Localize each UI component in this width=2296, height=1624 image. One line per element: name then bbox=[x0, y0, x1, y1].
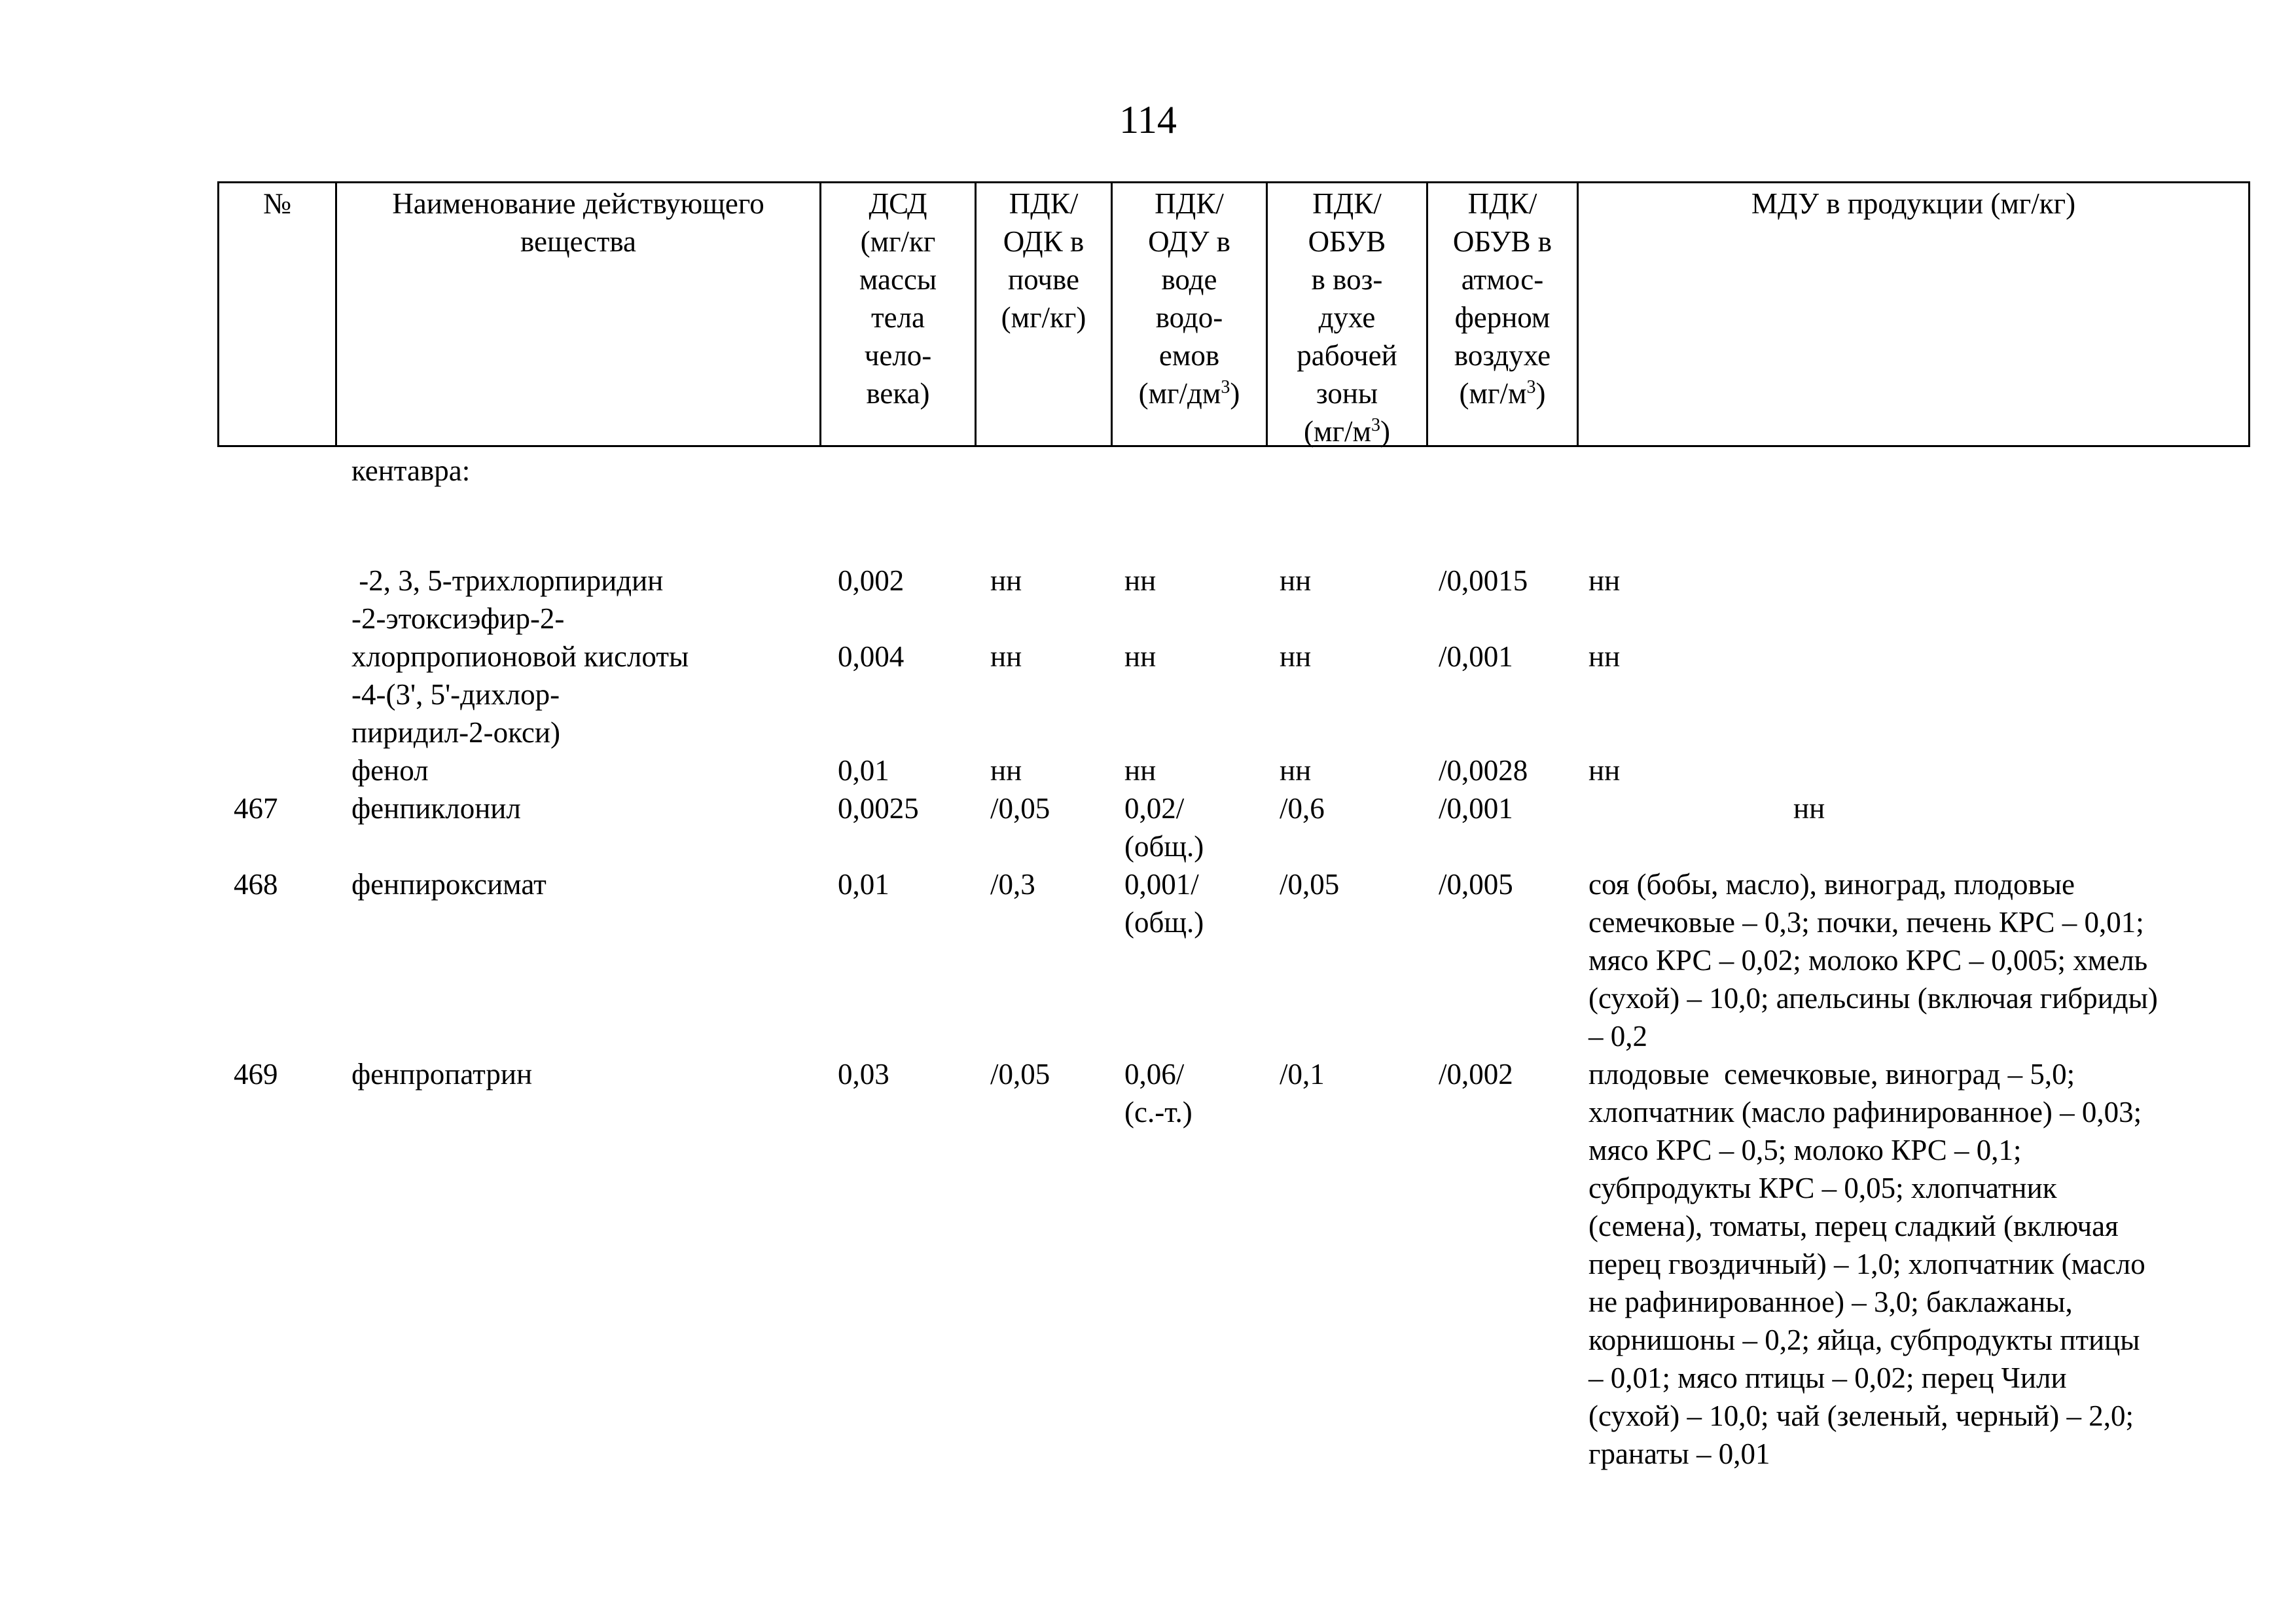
row-dsd: 0,0025 bbox=[838, 792, 919, 825]
row-name: -2-этоксиэфир-2- bbox=[351, 602, 565, 635]
row-water: (общ.) bbox=[1124, 830, 1204, 863]
row-mdu: нн bbox=[1588, 754, 1621, 787]
row-mdu: (семена), томаты, перец сладкий (включая bbox=[1588, 1210, 2119, 1242]
row-atmo: /0,001 bbox=[1439, 640, 1513, 673]
row-name: фенпироксимат bbox=[351, 868, 547, 901]
row-name: кентавра: bbox=[351, 454, 471, 487]
row-name: -4-(3', 5'-дихлор- bbox=[351, 678, 560, 711]
row-water: нн bbox=[1124, 754, 1157, 787]
row-atmo: /0,001 bbox=[1439, 792, 1513, 825]
row-mdu: – 0,01; мясо птицы – 0,02; перец Чили bbox=[1588, 1362, 2067, 1394]
row-name: пиридил-2-окси) bbox=[351, 716, 560, 749]
row-workzone: /0,1 bbox=[1280, 1058, 1325, 1091]
row-atmo: /0,005 bbox=[1439, 868, 1513, 901]
row-soil: нн bbox=[990, 754, 1022, 787]
row-dsd: 0,002 bbox=[838, 564, 905, 597]
row-dsd: 0,01 bbox=[838, 754, 889, 787]
table-header bbox=[217, 181, 2250, 447]
row-atmo: /0,0015 bbox=[1439, 564, 1528, 597]
row-water: нн bbox=[1124, 640, 1157, 673]
row-soil: /0,05 bbox=[990, 792, 1050, 825]
row-name: фенол bbox=[351, 754, 429, 787]
row-soil: /0,05 bbox=[990, 1058, 1050, 1091]
row-soil: /0,3 bbox=[990, 868, 1035, 901]
row-workzone: нн bbox=[1280, 754, 1312, 787]
row-number: 468 bbox=[234, 868, 278, 901]
row-name: фенпиклонил bbox=[351, 792, 521, 825]
row-mdu: плодовые семечковые, виноград – 5,0; bbox=[1588, 1058, 2075, 1091]
row-workzone: /0,05 bbox=[1280, 868, 1340, 901]
row-dsd: 0,01 bbox=[838, 868, 889, 901]
row-water: (с.-т.) bbox=[1124, 1096, 1193, 1128]
row-mdu: хлопчатник (масло рафинированное) – 0,03; bbox=[1588, 1096, 2142, 1128]
header-water: ПДК/ ОДУ в воде водо- емов $(мг/дм^3)$ bbox=[1113, 183, 1268, 445]
row-workzone: нн bbox=[1280, 640, 1312, 673]
row-soil: нн bbox=[990, 640, 1022, 673]
row-number: 467 bbox=[234, 792, 278, 825]
header-soil: ПДК/ ОДК в почве (мг/кг) bbox=[977, 183, 1113, 445]
row-mdu: нн bbox=[1588, 564, 1621, 597]
row-mdu: гранаты – 0,01 bbox=[1588, 1437, 1770, 1470]
row-atmo: /0,0028 bbox=[1439, 754, 1528, 787]
row-soil: нн bbox=[990, 564, 1022, 597]
row-mdu: корнишоны – 0,2; яйца, субпродукты птицы bbox=[1588, 1324, 2140, 1356]
row-water: (общ.) bbox=[1124, 906, 1204, 939]
page-number: 114 bbox=[1119, 98, 1177, 141]
row-mdu: (сухой) – 10,0; чай (зеленый, черный) – 2,0; bbox=[1588, 1399, 2134, 1432]
row-mdu: перец гвоздичный) – 1,0; хлопчатник (масло bbox=[1588, 1248, 2145, 1280]
row-workzone: /0,6 bbox=[1280, 792, 1325, 825]
row-mdu: нн bbox=[1793, 792, 1825, 825]
header-mdu: МДУ в продукции (мг/кг) bbox=[1751, 187, 2076, 220]
row-mdu: (сухой) – 10,0; апельсины (включая гибриды) bbox=[1588, 982, 2158, 1015]
row-name: -2, 3, 5-трихлорпиридин bbox=[351, 564, 664, 597]
row-mdu: – 0,2 bbox=[1588, 1020, 1647, 1053]
row-mdu: не рафинированное) – 3,0; баклажаны, bbox=[1588, 1286, 2073, 1318]
row-mdu: мясо КРС – 0,5; молоко КРС – 0,1; bbox=[1588, 1134, 2022, 1166]
row-mdu: соя (бобы, масло), виноград, плодовые bbox=[1588, 868, 2075, 901]
header-num: № bbox=[219, 183, 337, 445]
row-water: нн bbox=[1124, 564, 1157, 597]
row-name: фенпропатрин bbox=[351, 1058, 533, 1091]
row-water: 0,02/ bbox=[1124, 792, 1185, 825]
row-water: 0,06/ bbox=[1124, 1058, 1185, 1091]
row-workzone: нн bbox=[1280, 564, 1312, 597]
header-dsd: ДСД (мг/кг массы тела чело- века) bbox=[821, 183, 977, 445]
row-mdu: семечковые – 0,3; почки, печень КРС – 0,01; bbox=[1588, 906, 2144, 939]
row-dsd: 0,004 bbox=[838, 640, 905, 673]
row-mdu: субпродукты КРС – 0,05; хлопчатник bbox=[1588, 1172, 2057, 1204]
row-dsd: 0,03 bbox=[838, 1058, 889, 1091]
header-atmo: ПДК/ ОБУВ в атмос- ферном воздухе $(мг/м^3)$ bbox=[1428, 183, 1579, 445]
row-number: 469 bbox=[234, 1058, 278, 1091]
row-water: 0,001/ bbox=[1124, 868, 1199, 901]
header-workzone: ПДК/ ОБУВ в воз- духе рабочей зоны $(мг/м^3)$ bbox=[1268, 183, 1428, 445]
header-name: Наименование действующего вещества bbox=[337, 183, 821, 445]
row-mdu: мясо КРС – 0,02; молоко КРС – 0,005; хмель bbox=[1588, 944, 2148, 977]
row-atmo: /0,002 bbox=[1439, 1058, 1513, 1091]
row-mdu: нн bbox=[1588, 640, 1621, 673]
row-name: хлорпропионовой кислоты bbox=[351, 640, 689, 673]
